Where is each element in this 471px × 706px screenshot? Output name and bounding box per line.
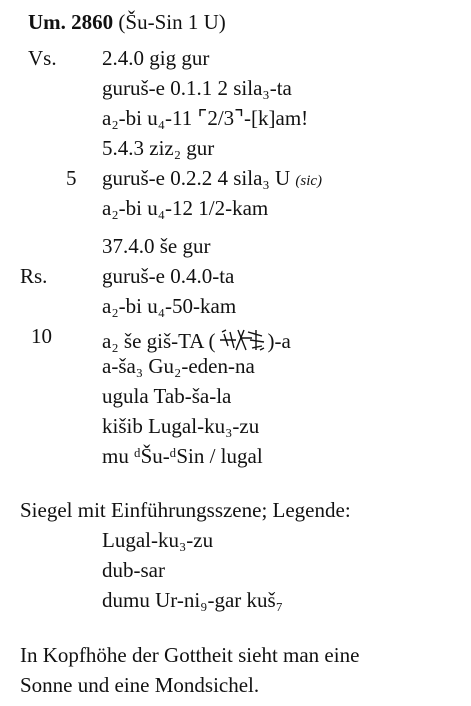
reverse-line-4: a-ša₃ Gu₂-eden-na — [102, 354, 255, 378]
obverse-line-1: 2.4.0 gig gur — [102, 46, 210, 70]
obverse-line-3: a₂-bi u₄-11 ⌜2/3⌝-[k]am! — [102, 106, 309, 130]
reverse-line-1: guruš-e 0.4.0-ta — [102, 264, 235, 288]
reverse-line-3-text: a₂ še giš-TA — [102, 329, 204, 353]
reverse-line-7: mu ᵈŠu-ᵈSin / lugal — [102, 444, 263, 468]
seal-intro: Siegel mit Einführungsszene; Legende: — [20, 498, 351, 522]
obverse-line-6: a₂-bi u₄-12 1/2-kam — [102, 196, 269, 220]
line-number-10: 10 — [31, 324, 52, 348]
seal-line-3: dumu Ur-ni₉-gar kuš₇ — [102, 588, 284, 612]
seal-line-1: Lugal-ku₃-zu — [102, 528, 214, 552]
sic-note: (sic) — [295, 173, 323, 189]
obverse-line-2: guruš-e 0.1.1 2 sila₃-ta — [102, 76, 292, 100]
reverse-line-3 — [102, 326, 291, 354]
reverse-line-3-suffix: )-a — [267, 329, 291, 353]
cuneiform-sign-drawing — [216, 326, 268, 354]
document-header — [28, 12, 226, 33]
seal-line-2: dub-sar — [102, 558, 165, 582]
obverse-line-5-text: guruš-e 0.2.2 4 sila₃ U — [102, 166, 291, 190]
obverse-line-4: 5.4.3 ziz₂ gur — [102, 136, 215, 160]
reverse-line-2: a₂-bi u₄-50-kam — [102, 294, 237, 318]
description-line-2: Sonne und eine Mondsichel. — [20, 673, 260, 697]
tablet-dating: (Šu-Sin 1 U) — [118, 10, 226, 34]
obverse-line-7: 37.4.0 še gur — [102, 234, 211, 258]
tablet-id: Um. 2860 — [28, 10, 114, 34]
line-number-5: 5 — [66, 166, 77, 190]
description-line-1: In Kopfhöhe der Gottheit sieht man eine — [20, 643, 360, 667]
open-paren: ( — [208, 329, 216, 353]
reverse-line-6: kišib Lugal-ku₃-zu — [102, 414, 260, 438]
reverse-label: Rs. — [20, 264, 48, 288]
obverse-line-5 — [102, 168, 322, 189]
reverse-line-5: ugula Tab-ša-la — [102, 384, 232, 408]
obverse-label: Vs. — [28, 46, 57, 70]
